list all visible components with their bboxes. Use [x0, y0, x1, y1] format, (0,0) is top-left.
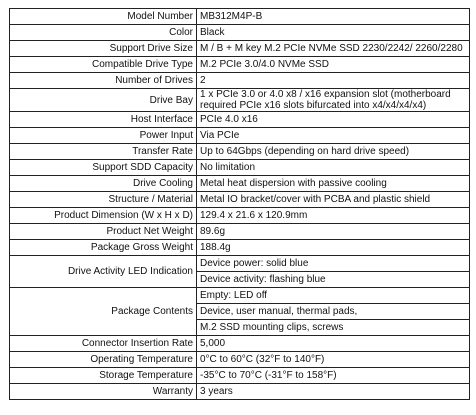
spec-label: Drive Bay — [10, 89, 197, 112]
spec-label: Support SDD Capacity — [10, 160, 197, 176]
spec-row-product-net-weight — [10, 224, 470, 240]
spec-label: Host Interface — [10, 112, 197, 128]
spec-value: -35°C to 70°C (-31°F to 158°F) — [197, 368, 470, 384]
spec-label: Drive Cooling — [10, 176, 197, 192]
spec-value: PCIe 4.0 x16 — [197, 112, 470, 128]
spec-value: 5,000 — [197, 336, 470, 352]
spec-label: Color — [10, 25, 197, 41]
spec-value: M.2 PCIe 3.0/4.0 NVMe SSD — [197, 57, 470, 73]
specification-table — [9, 8, 470, 400]
spec-row-storage-temperature — [10, 368, 470, 384]
spec-label: Drive Activity LED Indication — [10, 256, 197, 288]
spec-value: M / B + M key M.2 PCIe NVMe SSD 2230/2242/ 2260/2280 — [197, 41, 470, 57]
spec-row-host-interface — [10, 112, 470, 128]
spec-row-package-contents — [10, 288, 470, 304]
spec-row-led-indication — [10, 256, 470, 272]
spec-row-power-input — [10, 128, 470, 144]
spec-label: Package Gross Weight — [10, 240, 197, 256]
spec-label: Model Number — [10, 9, 197, 25]
spec-row-structure-material — [10, 192, 470, 208]
spec-row-support-ssd-capacity — [10, 160, 470, 176]
spec-value: Empty: LED off — [197, 288, 470, 304]
spec-value: 3 years — [197, 384, 470, 400]
spec-value: Black — [197, 25, 470, 41]
spec-row-connector-insertion-rate — [10, 336, 470, 352]
spec-value: 2 — [197, 73, 470, 89]
spec-label: Operating Temperature — [10, 352, 197, 368]
spec-value: 1 x PCIe 3.0 or 4.0 x8 / x16 expansion slot (motherboard required PCIe x16 slots bifurcated into x4/x4/x4/x4) — [197, 89, 470, 112]
spec-label: Warranty — [10, 384, 197, 400]
spec-value: Via PCIe — [197, 128, 470, 144]
spec-row-warranty — [10, 384, 470, 400]
spec-label: Number of Drives — [10, 73, 197, 89]
spec-row-drive-cooling — [10, 176, 470, 192]
spec-value: Device power: solid blue — [197, 256, 470, 272]
spec-value: MB312M4P-B — [197, 9, 470, 25]
spec-label: Structure / Material — [10, 192, 197, 208]
spec-row-transfer-rate — [10, 144, 470, 160]
spec-row-number-of-drives — [10, 73, 470, 89]
spec-value: 188.4g — [197, 240, 470, 256]
spec-label: Compatible Drive Type — [10, 57, 197, 73]
spec-row-drive-bay — [10, 89, 470, 112]
spec-value: Metal heat dispersion with passive cooling — [197, 176, 470, 192]
spec-label: Storage Temperature — [10, 368, 197, 384]
spec-value: Metal IO bracket/cover with PCBA and plastic shield — [197, 192, 470, 208]
spec-label: Support Drive Size — [10, 41, 197, 57]
spec-label: Product Net Weight — [10, 224, 197, 240]
spec-row-model-number — [10, 9, 470, 25]
spec-value: Up to 64Gbps (depending on hard drive speed) — [197, 144, 470, 160]
spec-row-operating-temperature — [10, 352, 470, 368]
spec-value: 129.4 x 21.6 x 120.9mm — [197, 208, 470, 224]
spec-row-package-gross-weight — [10, 240, 470, 256]
spec-value: Device activity: flashing blue — [197, 272, 470, 288]
spec-label: Power Input — [10, 128, 197, 144]
spec-value: 0°C to 60°C (32°F to 140°F) — [197, 352, 470, 368]
spec-row-compatible-drive-type — [10, 57, 470, 73]
spec-row-color — [10, 25, 470, 41]
spec-label: Package Contents — [10, 288, 197, 336]
spec-value: No limitation — [197, 160, 470, 176]
spec-value: Device, user manual, thermal pads, — [197, 304, 470, 320]
spec-row-product-dimension — [10, 208, 470, 224]
spec-value: M.2 SSD mounting clips, screws — [197, 320, 470, 336]
spec-row-support-drive-size — [10, 41, 470, 57]
spec-value: 89.6g — [197, 224, 470, 240]
spec-label: Transfer Rate — [10, 144, 197, 160]
spec-label: Connector Insertion Rate — [10, 336, 197, 352]
spec-label: Product Dimension (W x H x D) — [10, 208, 197, 224]
